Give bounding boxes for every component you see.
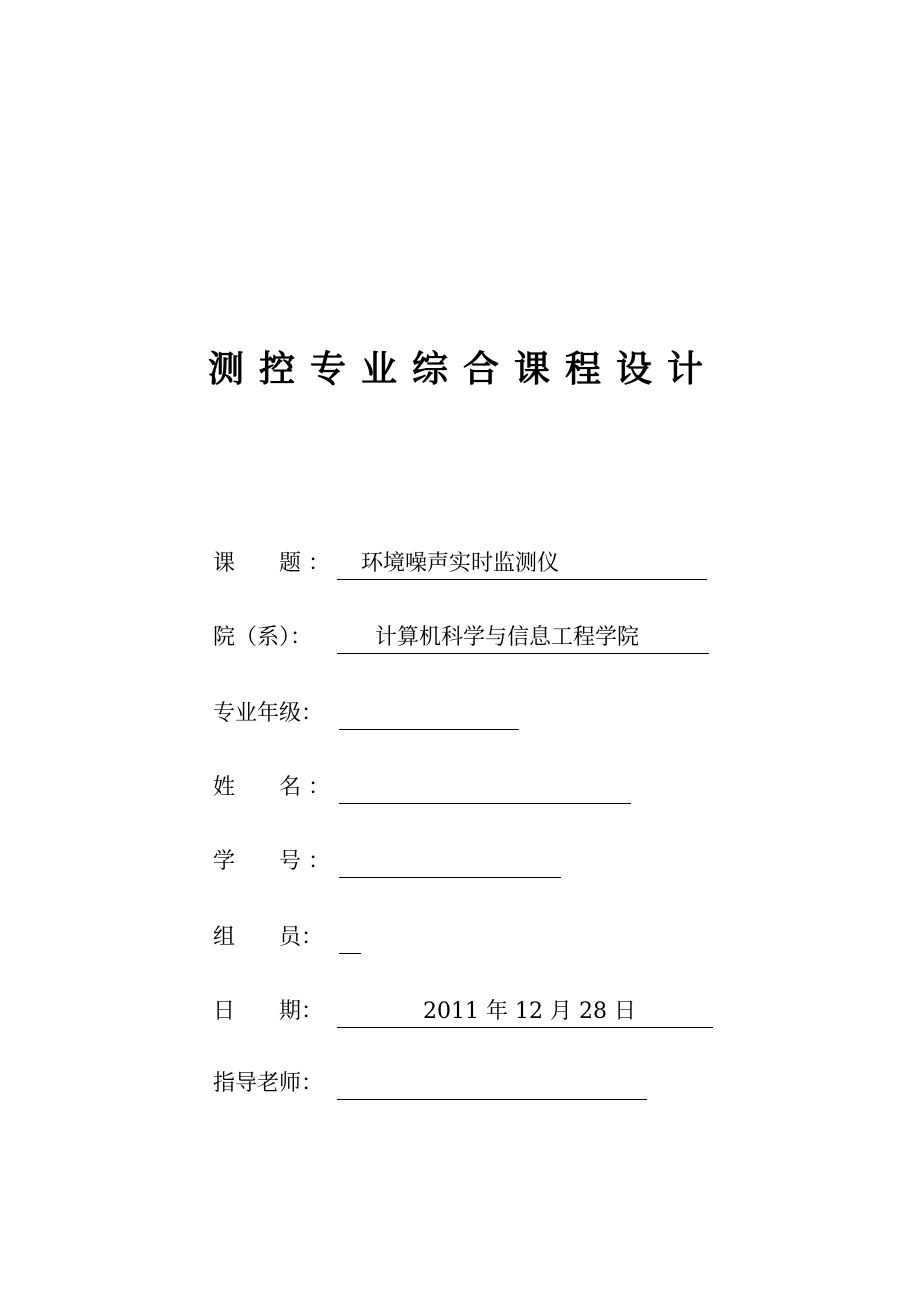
department-label: 院（系）： [213,625,313,650]
student-id-label: 学 号 ： [213,849,330,874]
members-underline [339,920,361,954]
name-underline [339,770,631,804]
topic-label: 课 题 ： [213,551,330,576]
advisor-label: 指导老师： [213,1071,324,1096]
department-value: 计算机科学与信息工程学院 [375,625,640,650]
major-grade-label: 专业年级： [213,701,324,726]
student-id-underline [339,844,561,878]
document-title: 测控专业综合课程设计 [207,349,718,390]
date-value: 2011 年 12 月 28 日 [423,999,636,1024]
major-grade-underline [339,696,519,730]
advisor-underline [337,1066,647,1100]
members-label: 组 员： [213,925,324,950]
date-label: 日 期： [213,999,324,1024]
name-label: 姓 名 ： [213,775,330,800]
topic-value: 环境噪声实时监测仪 [361,551,560,576]
